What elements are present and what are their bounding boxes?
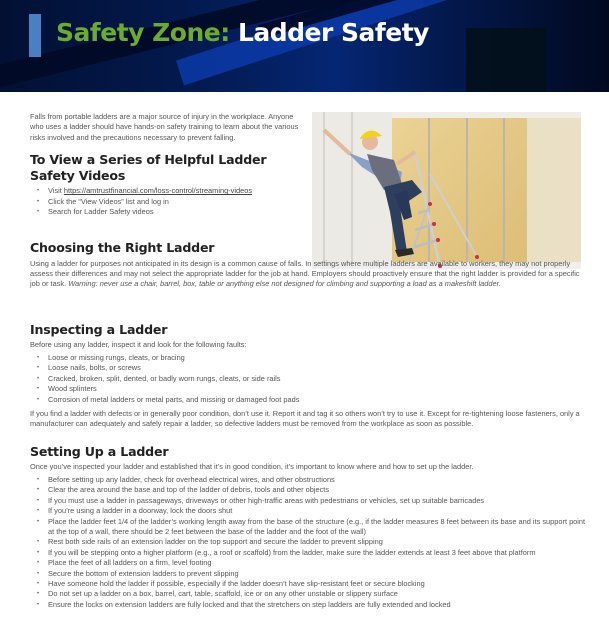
- setup-step: • Before setting up any ladder, check for overhead electrical wires, and other obstructions: [48, 475, 593, 485]
- setup-step: • Secure the bottom of extension ladders to prevent slipping: [48, 569, 593, 579]
- setup-step: • Place the ladder feet 1/4 of the ladder’s working length away from the base of the structure (e.g., if the ladder measures 8 feet between its base and its support point at the top of a wall, there should be 2 feet between the base of the ladder and the foot of the wall): [48, 517, 593, 538]
- choosing-heading: Choosing the Right Ladder: [30, 240, 215, 255]
- setting-up-list: [30, 475, 593, 610]
- page-title: [56, 16, 429, 50]
- setup-step: • If you will be stepping onto a higher platform (e.g., a roof or scaffold) from the ladder, make sure the ladder extends at least 3 feet above that platform: [48, 548, 593, 558]
- setup-step: • If you must use a ladder in passageways, driveways or other high-traffic areas with pedestrians or vehicles, set up suitable barricades: [48, 496, 593, 506]
- videos-list-item: [48, 186, 590, 196]
- setup-step: • Rest both side rails of an extension ladder on the top support and secure the ladder to prevent slipping: [48, 537, 593, 547]
- choosing-paragraph: [30, 259, 585, 290]
- setup-step: • Clear the area around the base and top of the ladder of debris, tools and other objects: [48, 485, 593, 495]
- inspecting-lead: Before using any ladder, inspect it and look for the following faults:: [30, 339, 247, 349]
- title-accent-bar: [29, 14, 41, 57]
- fault-item: • Loose nails, bolts, or screws: [48, 363, 590, 373]
- content-top: [30, 112, 590, 217]
- setup-step: • If you’re using a ladder in a doorway, lock the doors shut: [48, 506, 593, 516]
- videos-visit-label: Visit: [48, 186, 64, 196]
- setup-step: • Ensure the locks on extension ladders are fully locked and that the stretchers on step ladders are fully extended and locked: [48, 600, 593, 610]
- section-choosing: [30, 240, 590, 290]
- inspecting-list: [30, 353, 590, 405]
- videos-list: [30, 186, 590, 217]
- section-setting-up: [30, 444, 590, 610]
- section-inspecting: [30, 322, 590, 430]
- setting-up-heading: Setting Up a Ladder: [30, 444, 169, 459]
- setup-step: • Have someone hold the ladder if possible, especially if the ladder doesn’t have slip-resistant feet or secure blocking: [48, 579, 593, 589]
- fault-item: • Loose or missing rungs, cleats, or bracing: [48, 353, 590, 363]
- intro-paragraph: Falls from portable ladders are a major source of injury in the workplace. Anyone who uses a ladder should have hands-on safety training to learn about the various risks involved and the precautions necessary to prevent falling.: [30, 112, 299, 142]
- fault-item: • Wood splinters: [48, 384, 590, 394]
- setup-step: • Place the feet of all ladders on a firm, level footing: [48, 558, 593, 568]
- setting-up-lead: Once you’ve inspected your ladder and established that it’s in good condition, it’s important to know where and how to set up the ladder.: [30, 461, 474, 471]
- choosing-warning: Warning: never use a chair, barrel, box, table or anything else not designed for climbing and supporting a load as a makeshift ladder.: [68, 279, 501, 289]
- page-title-main: Ladder Safety: [237, 18, 429, 47]
- inspecting-heading: Inspecting a Ladder: [30, 322, 168, 337]
- choosing-text: Using a ladder for purposes not anticipated in its design is a common cause of falls. In settings where multiple ladders are available to workers, they may not properly assess their differences and may not select the appropriate ladder for the job at hand. Employers should proactively ensure that the right ladder is provided for a specific job or task.: [30, 258, 580, 289]
- setup-step: • Do not set up a ladder on a box, barrel, cart, table, scaffold, ice or on any other unstable or slippery surface: [48, 589, 593, 599]
- videos-list-item: • Click the “View Videos” list and log in: [48, 197, 590, 207]
- fault-item: • Cracked, broken, split, dented, or badly worn rungs, cleats, or side rails: [48, 374, 590, 384]
- banner-decor-block: [466, 28, 546, 92]
- streaming-videos-link[interactable]: https://amtrustfinancial.com/loss-control/streaming-videos: [63, 186, 253, 196]
- inspecting-closing: If you find a ladder with defects or in generally poor condition, don’t use it. Report it and tag it so others won’t try to use it. Except for re-tightening loose fasteners, only a manufacturer can adequately and safely repair a ladder, so defective ladders must be removed from the workplace as soon as possible.: [30, 408, 580, 429]
- header-banner: [0, 0, 609, 92]
- fault-item: • Corrosion of metal ladders or metal parts, and missing or damaged foot pads: [48, 395, 590, 405]
- videos-heading: To View a Series of Helpful Ladder Safety Videos: [30, 152, 267, 183]
- page-title-prefix: Safety Zone:: [56, 18, 230, 47]
- videos-list-item: • Search for Ladder Safety videos: [48, 207, 590, 217]
